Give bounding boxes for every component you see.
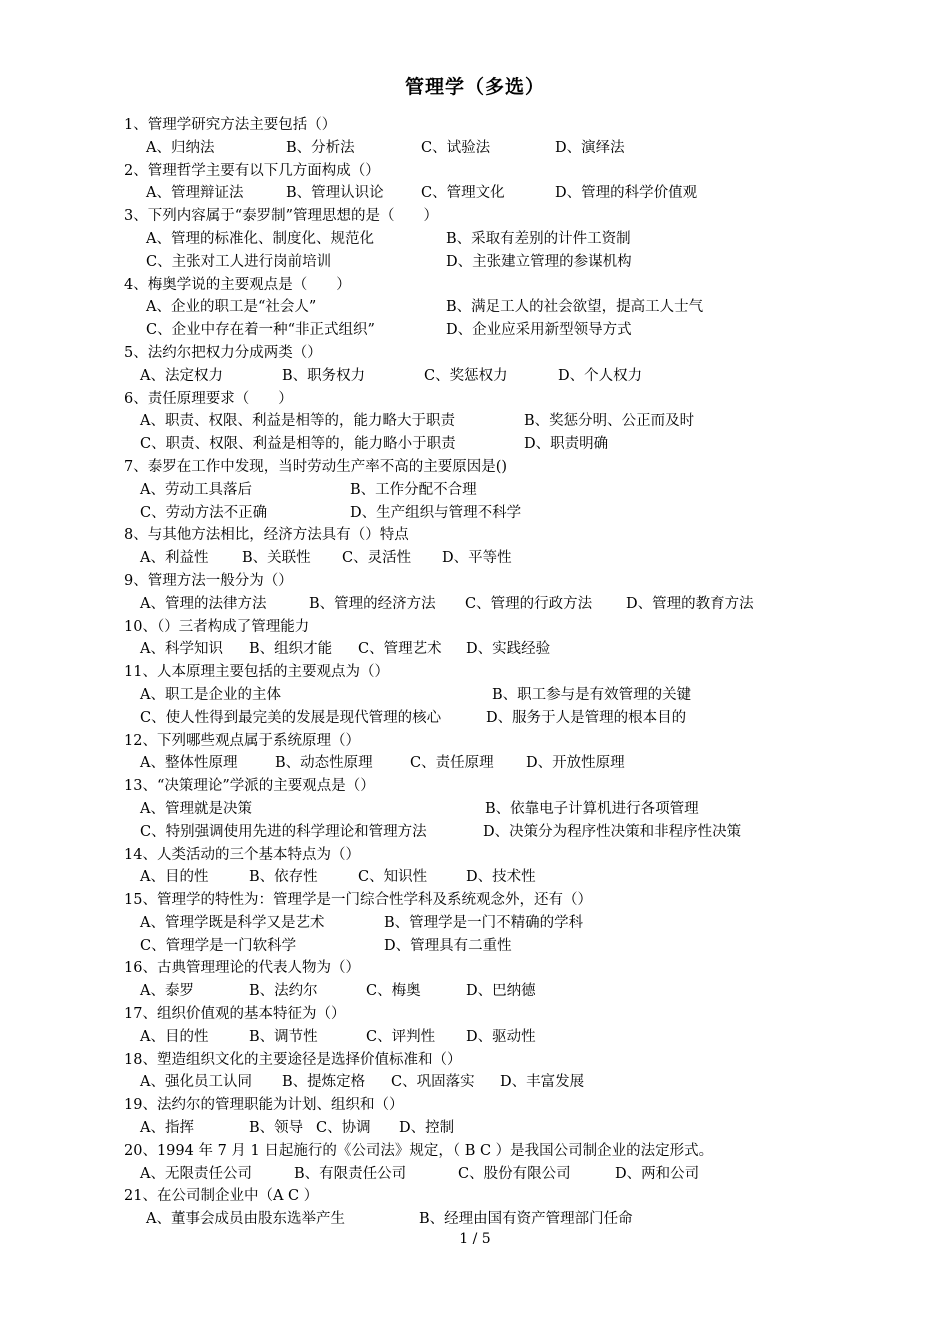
question-stem: 20、1994 年 7 月 1 日起施行的《公司法》规定，（ B C ）是我国公司制企业的法定形式。 — [124, 1142, 714, 1159]
question-stem: 17、组织价值观的基本特征为（） — [124, 1006, 346, 1023]
answer-option: D、个人权力 — [558, 367, 643, 384]
answer-option: B、领导 — [249, 1120, 304, 1137]
answer-option: B、职工参与是有效管理的关键 — [492, 686, 692, 703]
answer-option: A、职责、权限、利益是相等的，能力略大于职责 — [140, 413, 455, 430]
question-stem: 7、泰罗在工作中发现，当时劳动生产率不高的主要原因是() — [124, 458, 508, 475]
answer-option: C、企业中存在着一种“非正式组织” — [146, 322, 375, 339]
answer-option: B、组织才能 — [249, 641, 333, 658]
answer-option: C、使人性得到最完美的发展是现代管理的核心 — [140, 709, 442, 726]
option-row — [124, 1071, 824, 1094]
question-stem: 9、管理方法一般分为（） — [124, 572, 293, 589]
answer-option: B、动态性原理 — [275, 755, 373, 772]
option-row — [124, 821, 824, 844]
answer-option: B、关联性 — [242, 550, 311, 567]
answer-option: C、股份有限公司 — [458, 1165, 571, 1182]
question-stem: 3、下列内容属于“泰罗制”管理思想的是（ ） — [124, 208, 439, 225]
answer-option: C、管理文化 — [421, 185, 505, 202]
question-stem: 1、管理学研究方法主要包括（） — [124, 117, 337, 133]
option-row — [124, 502, 824, 525]
option-row — [124, 1026, 824, 1049]
answer-option: D、主张建立管理的参谋机构 — [446, 253, 632, 270]
answer-option: C、梅奥 — [366, 983, 421, 1000]
option-row — [124, 319, 824, 342]
answer-option: D、巴纳德 — [466, 983, 536, 1000]
question-stem: 15、管理学的特性为：管理学是一门综合性学科及系统观念外，还有（） — [124, 892, 592, 909]
answer-option: B、有限责任公司 — [294, 1165, 407, 1182]
option-row — [124, 638, 824, 661]
answer-option: C、特别强调使用先进的科学理论和管理方法 — [140, 823, 427, 840]
answer-option: C、巩固落实 — [391, 1074, 475, 1091]
option-row — [124, 798, 824, 821]
answer-option: C、评判性 — [366, 1028, 436, 1045]
question-stem: 14、人类活动的三个基本特点为（） — [124, 846, 360, 863]
question-stem: 4、梅奥学说的主要观点是（ ） — [124, 276, 351, 293]
answer-option: B、分析法 — [286, 139, 355, 156]
answer-option: C、灵活性 — [342, 550, 412, 567]
answer-option: C、管理艺术 — [358, 641, 442, 658]
answer-option: C、管理学是一门软科学 — [140, 937, 297, 954]
option-row — [124, 684, 824, 707]
answer-option: D、开放性原理 — [526, 755, 625, 772]
answer-option: B、经理由国有资产管理部门任命 — [419, 1211, 633, 1228]
option-row — [124, 365, 824, 388]
answer-option: A、目的性 — [140, 1028, 209, 1045]
option-row — [124, 980, 824, 1003]
answer-option: B、法约尔 — [249, 983, 318, 1000]
answer-option: D、平等性 — [442, 550, 512, 567]
answer-option: D、企业应采用新型领导方式 — [446, 322, 632, 339]
answer-option: B、管理学是一门不精确的学科 — [384, 914, 584, 931]
answer-option: D、控制 — [399, 1120, 455, 1137]
option-row — [124, 410, 824, 433]
answer-option: B、管理认识论 — [286, 185, 384, 202]
answer-option: D、驱动性 — [466, 1028, 536, 1045]
question-stem: 2、管理哲学主要有以下几方面构成（） — [124, 162, 380, 179]
page-number: 1 / 5 — [459, 1231, 491, 1247]
question-stem: 13、“决策理论”学派的主要观点是（） — [124, 778, 375, 795]
answer-option: C、劳动方法不正确 — [140, 504, 268, 521]
answer-option: A、劳动工具落后 — [140, 481, 252, 498]
question-stem: 5、法约尔把权力分成两类（） — [124, 344, 322, 361]
option-row — [124, 479, 824, 502]
answer-option: D、实践经验 — [466, 641, 551, 658]
question-stem: 21、在公司制企业中（A C ） — [124, 1188, 319, 1205]
option-row — [124, 1163, 824, 1186]
answer-option: A、归纳法 — [146, 139, 215, 156]
option-row — [124, 137, 824, 160]
answer-option: C、协调 — [316, 1120, 371, 1137]
question-stem: 11、人本原理主要包括的主要观点为（） — [124, 664, 389, 681]
answer-option: B、职务权力 — [282, 367, 366, 384]
option-row — [124, 593, 824, 616]
answer-option: D、管理的教育方法 — [626, 595, 754, 612]
option-row — [124, 935, 824, 958]
answer-option: A、管理的法律方法 — [140, 595, 267, 612]
question-stem: 16、古典管理理论的代表人物为（） — [124, 960, 360, 977]
answer-option: A、法定权力 — [140, 367, 223, 384]
option-row — [124, 1117, 824, 1140]
answer-option: D、服务于人是管理的根本目的 — [486, 709, 687, 726]
answer-option: D、技术性 — [466, 869, 536, 886]
answer-option: B、调节性 — [249, 1028, 318, 1045]
answer-option: A、管理辩证法 — [146, 185, 244, 202]
answer-option: D、两和公司 — [615, 1165, 700, 1182]
option-row — [124, 1208, 824, 1231]
answer-option: C、知识性 — [358, 869, 428, 886]
answer-option: A、目的性 — [140, 869, 209, 886]
answer-option: B、管理的经济方法 — [309, 595, 436, 612]
answer-option: C、职责、权限、利益是相等的，能力略小于职责 — [140, 436, 456, 453]
answer-option: C、主张对工人进行岗前培训 — [146, 253, 332, 270]
answer-option: D、决策分为程序性决策和非程序性决策 — [483, 823, 742, 840]
question-stem: 12、下列哪些观点属于系统原理（） — [124, 732, 360, 749]
answer-option: D、生产组织与管理不科学 — [350, 504, 522, 521]
answer-option: A、泰罗 — [140, 983, 194, 1000]
answer-option: D、职责明确 — [524, 436, 609, 453]
answer-option: B、依存性 — [249, 869, 318, 886]
option-row — [124, 912, 824, 935]
answer-option: B、提炼定格 — [282, 1074, 366, 1091]
answer-option: C、试验法 — [421, 139, 491, 156]
option-row — [124, 866, 824, 889]
option-row — [124, 707, 824, 730]
answer-option: B、满足工人的社会欲望，提高工人士气 — [446, 299, 704, 316]
answer-option: A、董事会成员由股东选举产生 — [146, 1211, 345, 1228]
answer-option: A、科学知识 — [140, 641, 223, 658]
answer-option: A、管理就是决策 — [140, 800, 252, 817]
option-row — [124, 182, 824, 205]
answer-option: C、责任原理 — [410, 755, 494, 772]
question-stem: 10、（）三者构成了管理能力 — [124, 618, 310, 635]
answer-option: D、管理的科学价值观 — [555, 185, 698, 202]
answer-option: C、管理的行政方法 — [465, 595, 593, 612]
option-row — [124, 433, 824, 456]
answer-option: A、管理学既是科学又是艺术 — [140, 914, 325, 931]
question-list — [124, 114, 824, 1231]
answer-option: A、指挥 — [140, 1120, 194, 1137]
question-stem: 19、法约尔的管理职能为计划、组织和（） — [124, 1097, 404, 1114]
answer-option: B、工作分配不合理 — [350, 481, 477, 498]
answer-option: D、丰富发展 — [500, 1074, 585, 1091]
option-row — [124, 228, 824, 251]
answer-option: A、强化员工认同 — [140, 1074, 252, 1091]
answer-option: D、演绎法 — [555, 139, 625, 156]
answer-option: D、管理具有二重性 — [384, 937, 512, 954]
answer-option: B、依靠电子计算机进行各项管理 — [485, 800, 699, 817]
question-stem: 8、与其他方法相比，经济方法具有（）特点 — [124, 527, 409, 544]
answer-option: A、无限责任公司 — [140, 1165, 252, 1182]
answer-option: B、采取有差别的计件工资制 — [446, 230, 631, 247]
answer-option: A、企业的职工是“社会人” — [146, 299, 317, 316]
option-row — [124, 752, 824, 775]
question-stem: 18、塑造组织文化的主要途径是选择价值标准和（） — [124, 1051, 462, 1068]
answer-option: C、奖惩权力 — [424, 367, 508, 384]
answer-option: A、管理的标准化、制度化、规范化 — [146, 230, 374, 247]
option-row — [124, 296, 824, 319]
option-row — [124, 547, 824, 570]
answer-option: A、利益性 — [140, 550, 209, 567]
question-stem: 6、责任原理要求（ ） — [124, 390, 293, 407]
answer-option: A、职工是企业的主体 — [140, 686, 281, 703]
answer-option: A、整体性原理 — [140, 755, 238, 772]
answer-option: B、奖惩分明、公正而及时 — [524, 413, 695, 430]
option-row — [124, 251, 824, 274]
page-title: 管理学（多选） — [404, 76, 545, 98]
